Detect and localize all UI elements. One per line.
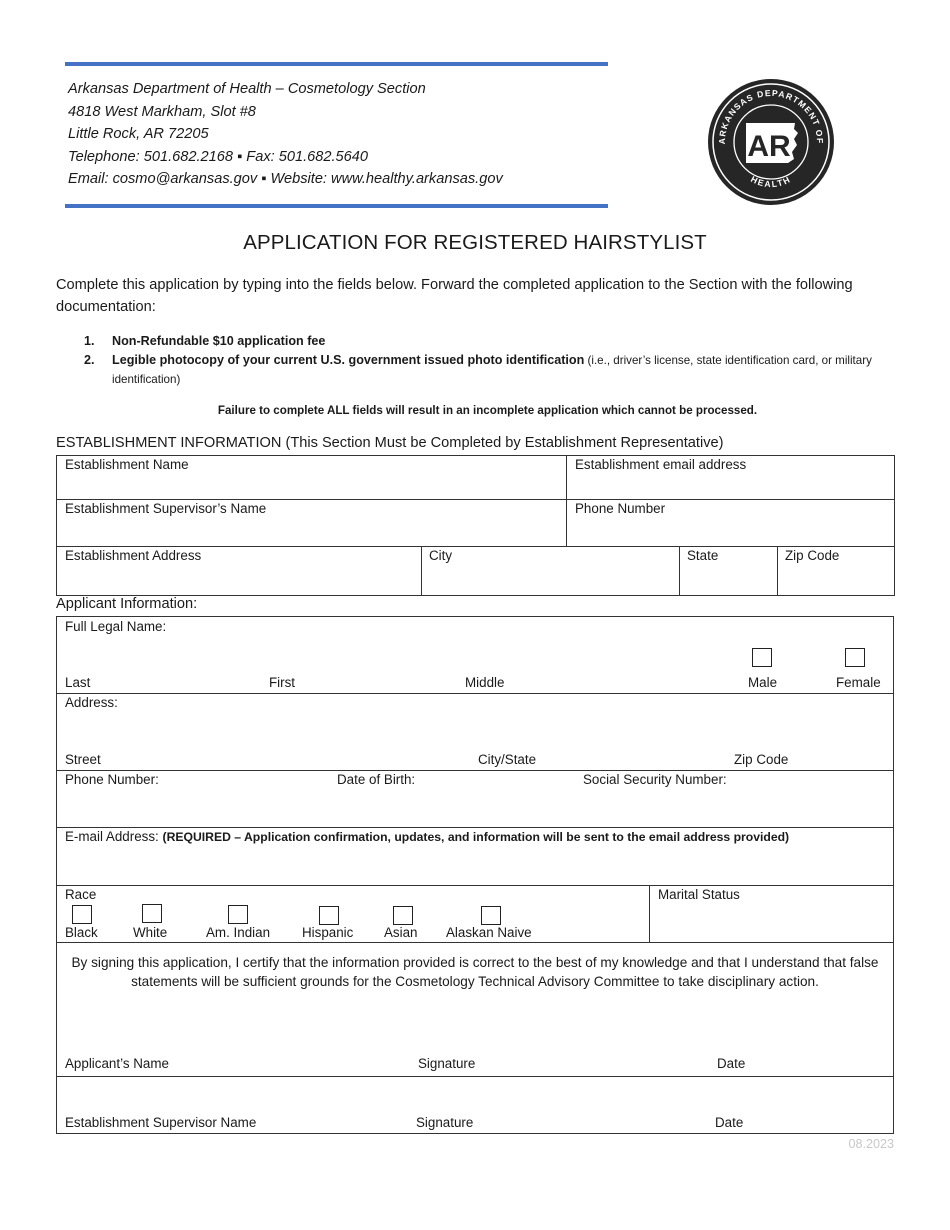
page-title: APPLICATION FOR REGISTERED HAIRSTYLIST (243, 231, 707, 254)
field-label: Establishment Address (65, 548, 202, 563)
field-label: Establishment Supervisor’s Name (65, 501, 267, 516)
field-label: Full Legal Name: (65, 619, 167, 634)
establishment-section-heading: ESTABLISHMENT INFORMATION (This Section Must be Completed by Establishment Representative) (56, 435, 724, 451)
race-option-label: White (133, 925, 168, 940)
establishment-city-field[interactable] (422, 547, 679, 595)
field-label: Address: (65, 695, 118, 710)
email-required-note: (REQUIRED – Application confirmation, updates, and information will be sent to the email address provided) (162, 830, 790, 844)
race-am-indian-checkbox[interactable] (228, 905, 248, 924)
field-label: Social Security Number: (583, 772, 727, 787)
requirement-text: Legible photocopy of your current U.S. government issued photo identification (112, 353, 585, 367)
male-label: Male (748, 675, 778, 690)
address-line: 4818 West Markham, Slot #8 (68, 103, 256, 120)
establishment-state-field[interactable] (680, 547, 777, 595)
requirements-list (84, 332, 904, 389)
list-item-number: 1. (84, 334, 95, 348)
establishment-name-field[interactable] (57, 456, 566, 499)
field-label: Establishment email address (575, 457, 747, 472)
field-label: Zip Code (785, 548, 840, 563)
middle-name-label: Middle (465, 675, 505, 690)
agency-address-block (68, 78, 503, 191)
address-line: Email: cosmo@arkansas.gov ▪ Website: www.healthy.arkansas.gov (68, 171, 503, 187)
requirement-text: Non-Refundable $10 application fee (112, 334, 326, 348)
field-label: Marital Status (658, 887, 740, 902)
revision-code: 08.2023 (848, 1137, 894, 1151)
intro-text: Complete this application by typing into the fields below. Forward the completed application to the Section with the following documentation: (56, 277, 853, 315)
race-option-label: Alaskan Naive (446, 925, 532, 940)
establishment-phone-field[interactable] (567, 500, 894, 546)
race-black-checkbox[interactable] (72, 905, 92, 924)
applicant-address-field[interactable] (57, 694, 893, 770)
address-line: Telephone: 501.682.2168 ▪ Fax: 501.682.5640 (68, 148, 369, 165)
certification-statement: By signing this application, I certify that the information provided is correct to the best of my knowledge and that I understand that false statements will be sufficient grounds for the Cosmetology Technical Advisory Committee to take disciplinary action. (71, 955, 879, 989)
supervisor-signature-row (57, 1077, 893, 1134)
field-label: Phone Number: (65, 772, 159, 787)
list-item (84, 332, 904, 351)
establishment-supervisor-field[interactable] (57, 500, 566, 546)
field-label (65, 829, 789, 844)
female-checkbox[interactable] (845, 648, 865, 667)
seal-ring-bottom-text: HEALTH (749, 173, 793, 190)
field-label: City (429, 548, 453, 563)
list-item-number: 2. (84, 353, 95, 367)
address-line: Little Rock, AR 72205 (68, 126, 209, 142)
establishment-email-field[interactable] (567, 456, 894, 499)
date-label: Date (715, 1115, 744, 1130)
applicant-name-label: Applicant’s Name (65, 1056, 169, 1071)
race-white-checkbox[interactable] (142, 904, 162, 923)
race-hispanic-checkbox[interactable] (319, 906, 339, 925)
marital-status-field[interactable] (650, 886, 893, 942)
applicant-signature-row (57, 1040, 893, 1076)
race-option-label: Am. Indian (206, 925, 271, 940)
signature-label: Signature (416, 1115, 474, 1130)
applicant-phone-field[interactable] (57, 771, 329, 827)
applicant-section-heading: Applicant Information: (56, 596, 198, 612)
race-option-label: Black (65, 925, 98, 940)
date-of-birth-field[interactable] (329, 771, 575, 827)
field-label: State (687, 548, 719, 563)
arkansas-health-seal-icon (706, 77, 836, 207)
establishment-address-field[interactable] (57, 547, 421, 595)
ssn-field[interactable] (575, 771, 893, 827)
requirement-note: (i.e., driver’s license, state identification card, or military identification) (112, 354, 872, 386)
last-name-label: Last (65, 675, 91, 690)
seal-monogram: AR (747, 130, 791, 163)
race-option-label: Hispanic (302, 925, 354, 940)
supervisor-name-label: Establishment Supervisor Name (65, 1115, 257, 1130)
race-alaskan-checkbox[interactable] (481, 906, 501, 925)
zip-code-label: Zip Code (734, 752, 789, 767)
male-checkbox[interactable] (752, 648, 772, 667)
race-option-label: Asian (384, 925, 418, 940)
date-label: Date (717, 1056, 746, 1071)
address-line: Arkansas Department of Health – Cosmetology Section (68, 81, 426, 97)
race-asian-checkbox[interactable] (393, 906, 413, 925)
incomplete-warning: Failure to complete ALL fields will result in an incomplete application which cannot be processed. (217, 404, 758, 417)
header-top-rule (65, 62, 608, 66)
first-name-label: First (269, 675, 296, 690)
list-item (84, 351, 904, 389)
applicant-email-field[interactable] (57, 828, 893, 885)
establishment-zip-field[interactable] (778, 547, 894, 595)
row-divider (56, 942, 894, 943)
female-label: Female (836, 675, 881, 690)
header-bottom-rule (65, 204, 608, 208)
street-label: Street (65, 752, 101, 767)
city-state-label: City/State (478, 752, 537, 767)
signature-label: Signature (418, 1056, 476, 1071)
email-label-text: E-mail Address: (65, 829, 159, 844)
field-label: Establishment Name (65, 457, 189, 472)
field-label: Phone Number (575, 501, 666, 516)
field-label: Race (65, 887, 97, 902)
seal-ring-top-text: ARKANSAS DEPARTMENT OF (716, 87, 826, 145)
field-label: Date of Birth: (337, 772, 416, 787)
